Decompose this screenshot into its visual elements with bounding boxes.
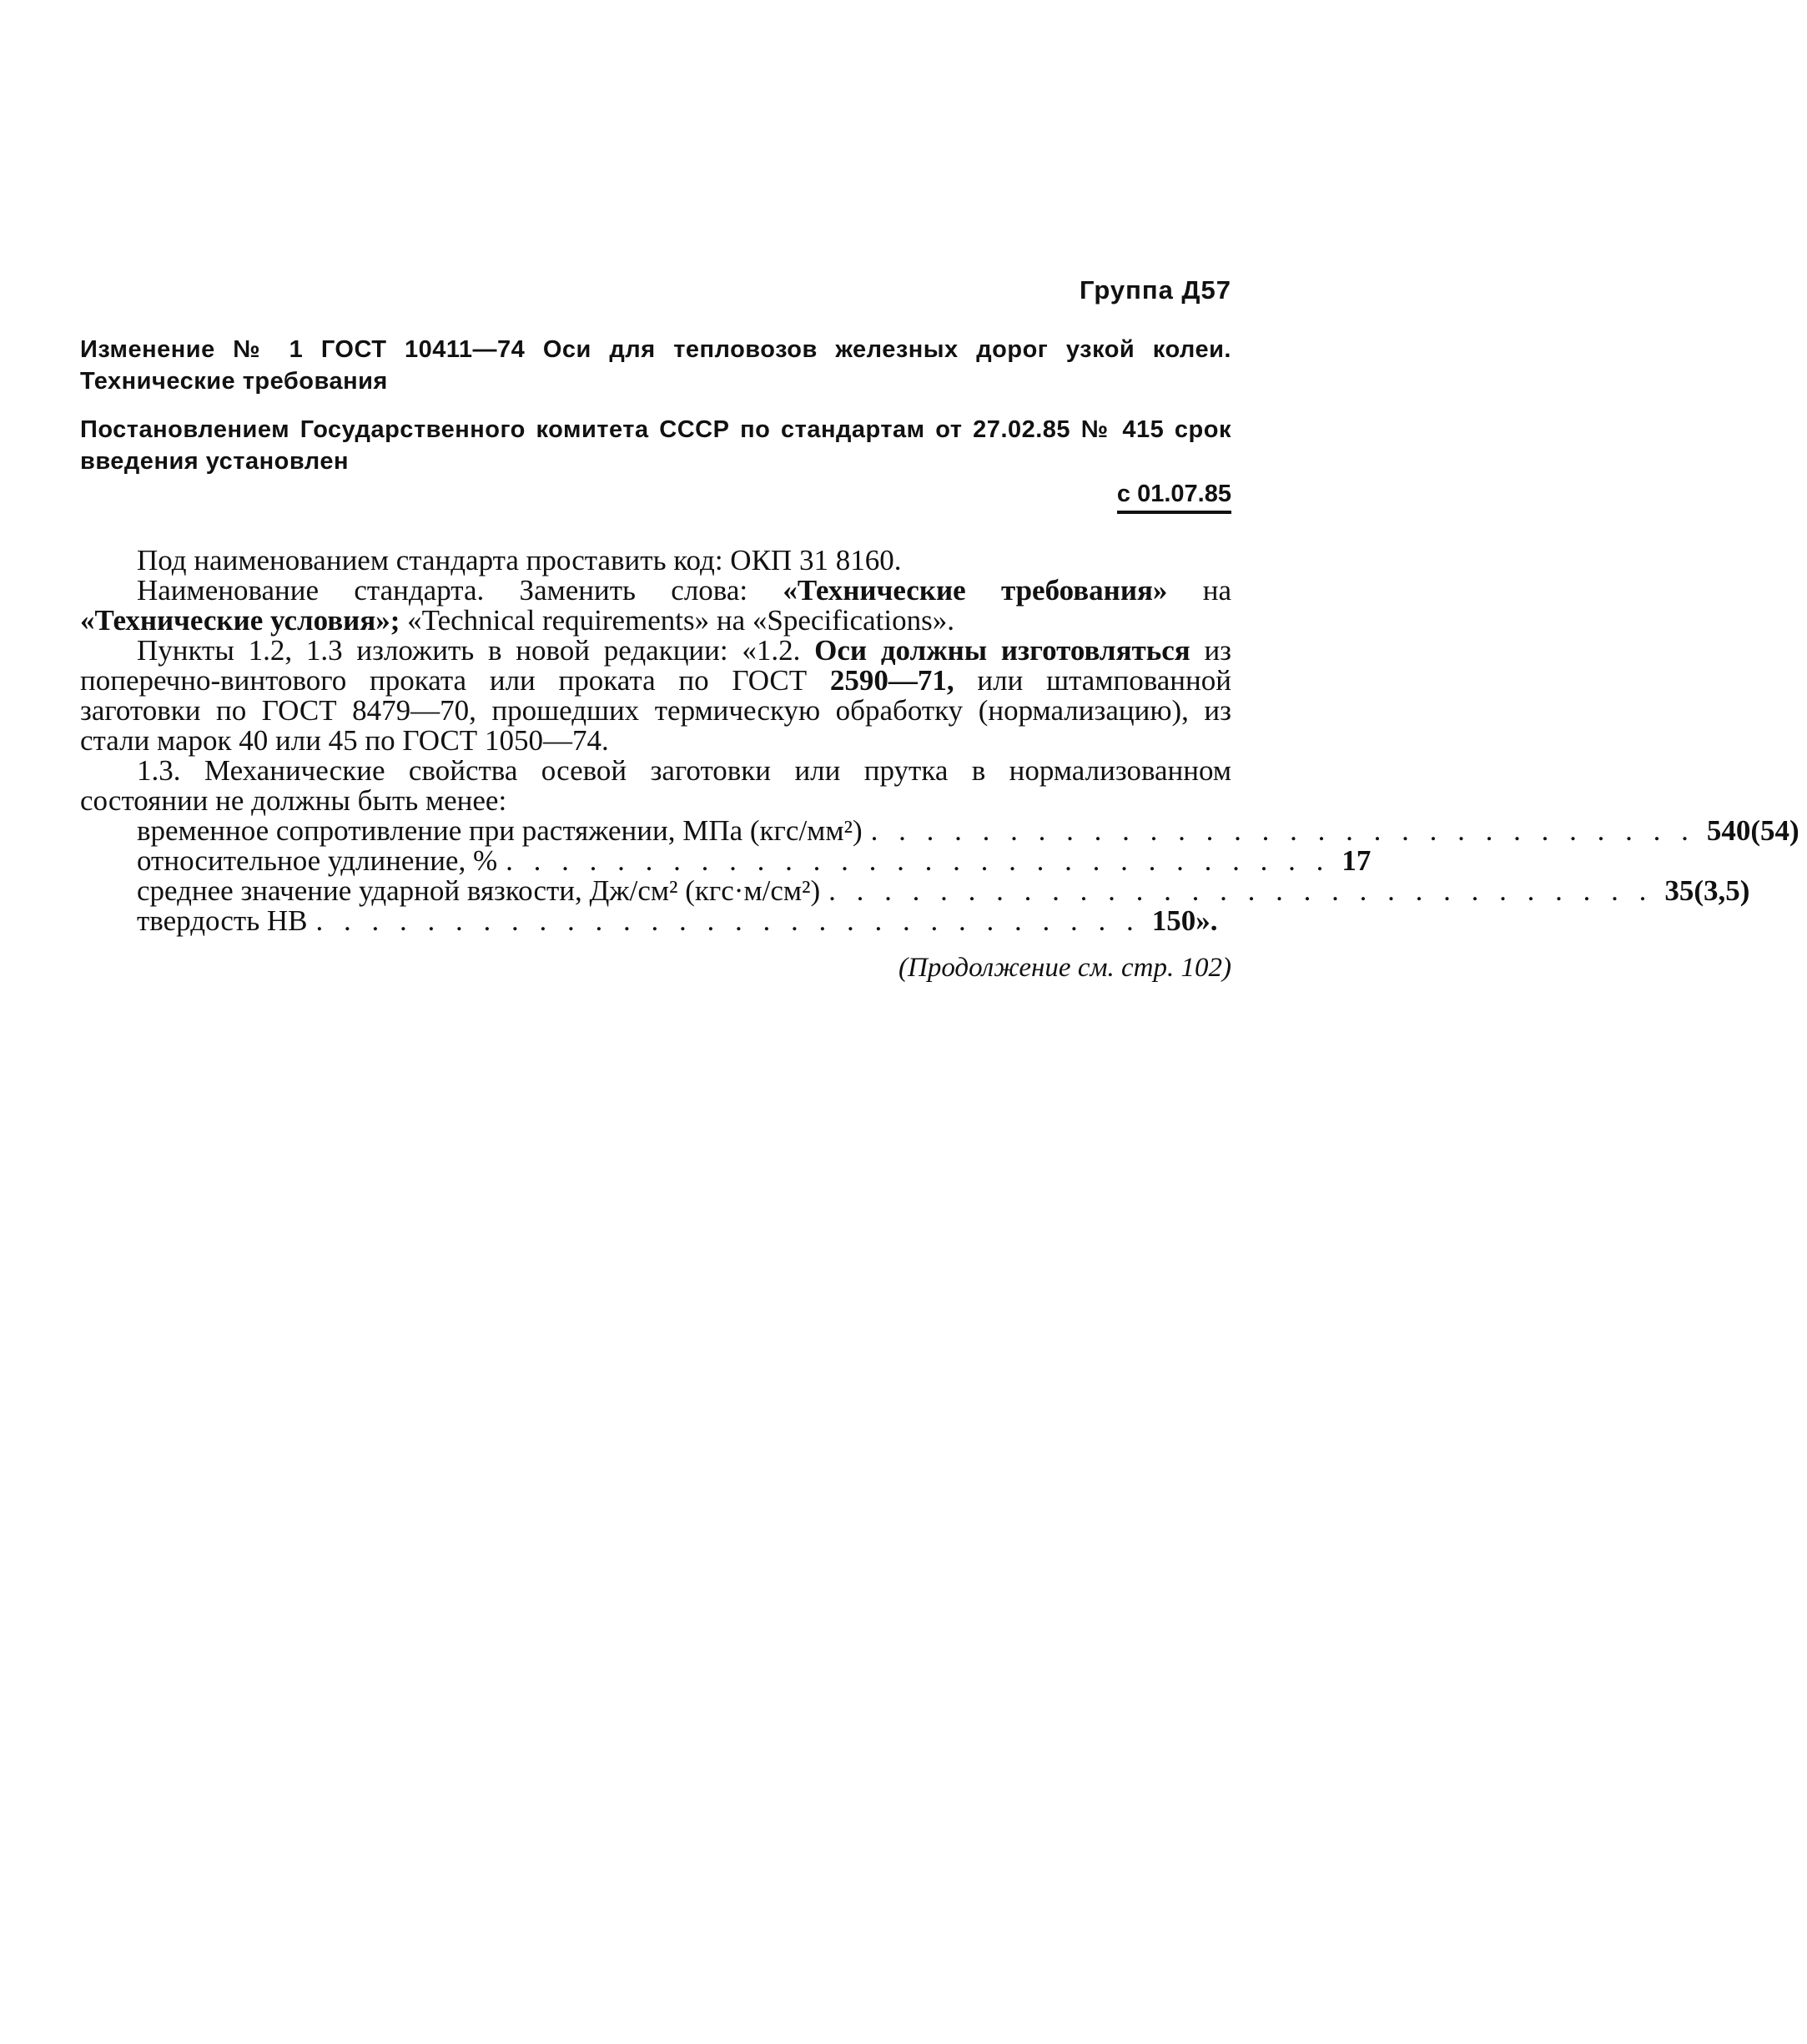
- property-value: 17: [1341, 844, 1372, 877]
- text-run: из поперечно-винтового проката или проката по ГОСТ: [80, 634, 1232, 697]
- amendment-body: [80, 544, 1799, 983]
- leader-dots: . . . . . . . . . . . . . . . . . . . . . . . . . . . . . .: [315, 904, 1140, 937]
- group-code: Группа Д57: [1079, 275, 1231, 305]
- property-label: среднее значение ударной вязкости, Дж/см² (кгс·м/см²): [137, 874, 821, 907]
- paragraph-clause-1-3: 1.3. Механические свойства осевой заготовки или прутка в нормализованном состоянии не должны быть менее:: [80, 754, 1231, 817]
- document-page: [80, 275, 1799, 983]
- leader-dots: . . . . . . . . . . . . . . . . . . . . . . . . . . . . . .: [828, 874, 1653, 907]
- text-run: или штампованной заготовки по ГОСТ 8479—70, прошедших термическую обработку (нормализацию), из стали марок 40 или 45 по ГОСТ 1050—74.: [80, 664, 1231, 757]
- property-row: [137, 874, 1750, 907]
- property-label: временное сопротивление при растяжении, МПа (кгс/мм²): [137, 814, 863, 847]
- text-run-bold: «Технические требования»: [783, 574, 1168, 607]
- property-label: относительное удлинение, %: [137, 844, 498, 877]
- paragraph-clause-1-2: [80, 636, 1231, 756]
- effective-date-line: [80, 481, 1231, 514]
- leader-dots: . . . . . . . . . . . . . . . . . . . . . . . . . . . . . .: [506, 844, 1331, 877]
- property-row: [137, 844, 1372, 877]
- change-title: Изменение № 1 ГОСТ 10411—74 Оси для тепловозов железных дорог узкой колеи. Технические требования: [80, 336, 1231, 395]
- effective-date: с 01.07.85: [1117, 481, 1231, 514]
- text-run: на: [1167, 574, 1231, 607]
- property-value: 150».: [1151, 904, 1218, 937]
- property-value: 35(3,5): [1664, 874, 1750, 907]
- decree-line: Постановлением Государственного комитета СССР по стандартам от 27.02.85 № 415 срок введения установлен: [80, 416, 1231, 475]
- continuation-note: (Продолжение см. стр. 102): [898, 953, 1231, 983]
- paragraph-title-change: [80, 576, 1231, 636]
- text-run: Пункты 1.2, 1.3 изложить в новой редакции: «1.2.: [137, 634, 815, 667]
- property-label: твердость НВ: [137, 904, 308, 937]
- paragraph-code: Под наименованием стандарта проставить код: ОКП 31 8160.: [137, 544, 902, 576]
- text-run-bold: Оси должны изготовляться: [814, 634, 1190, 667]
- leader-dots: . . . . . . . . . . . . . . . . . . . . . . . . . . . . . .: [870, 814, 1695, 847]
- text-run: «Technical requirements» на «Specifications».: [400, 604, 954, 637]
- property-row: [137, 814, 1799, 847]
- property-row: [137, 906, 1231, 936]
- text-run: Наименование стандарта. Заменить слова:: [137, 574, 783, 607]
- property-value: 540(54): [1706, 814, 1799, 847]
- text-run-bold: «Технические условия»;: [80, 604, 400, 637]
- text-run-bold: 2590—71,: [829, 664, 954, 697]
- properties-list: [137, 814, 1799, 937]
